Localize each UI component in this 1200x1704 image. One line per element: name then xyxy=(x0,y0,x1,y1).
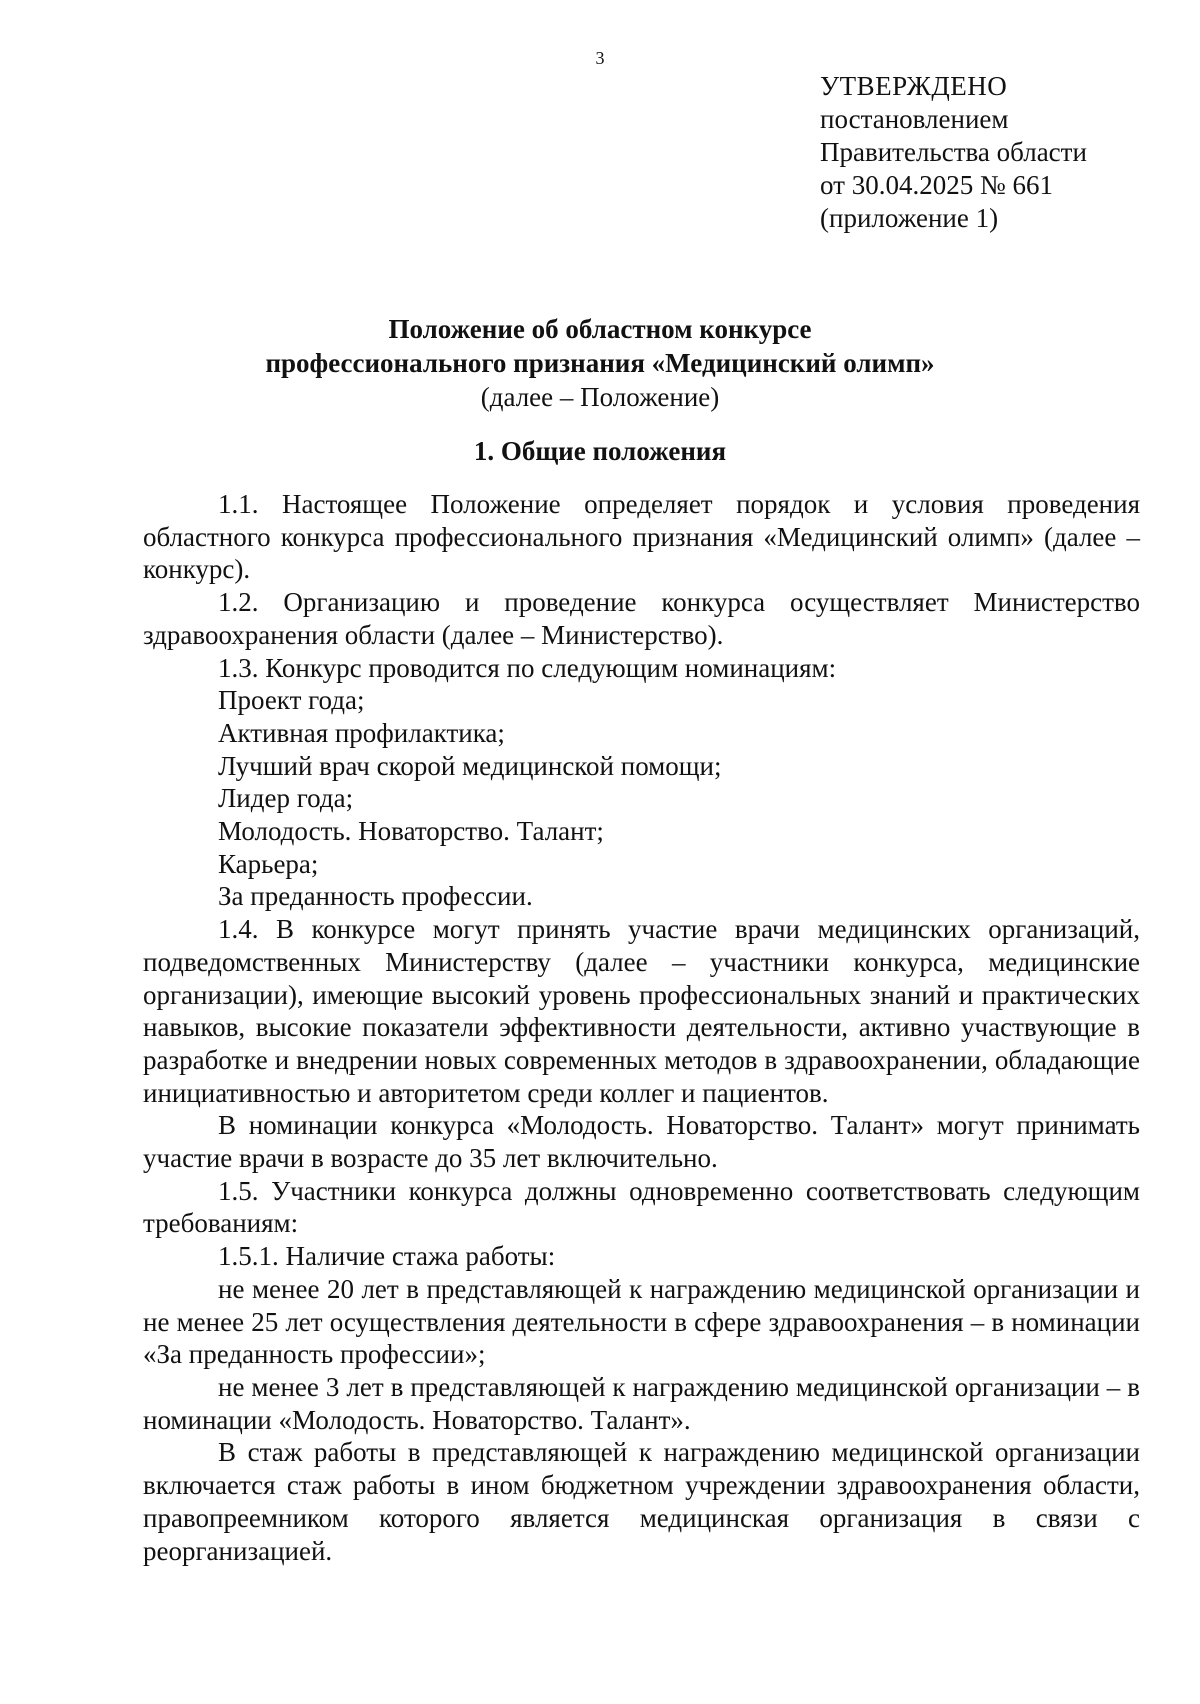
title-line-1: Положение об областном конкурсе xyxy=(388,314,812,344)
paragraph-1-3: 1.3. Конкурс проводится по следующим номинациям: xyxy=(218,652,837,683)
section-body xyxy=(143,488,1140,1567)
nomination-item: За преданность профессии. xyxy=(218,881,533,912)
nomination-item: Активная профилактика; xyxy=(218,717,505,748)
approval-block xyxy=(820,70,1180,235)
approval-stamp: УТВЕРЖДЕНО xyxy=(820,71,1008,101)
section-heading: 1. Общие положения xyxy=(473,436,727,466)
paragraph-1-5-1-b: не менее 3 лет в представляющей к награждению медицинской организации – в номинации «Молодость. Новаторство. Талант». xyxy=(143,1371,1140,1435)
paragraph-1-2: 1.2. Организацию и проведение конкурса осуществляет Министерство здравоохранения области (далее – Министерство). xyxy=(143,587,1140,650)
approval-line-3: от 30.04.2025 № 661 xyxy=(820,170,1053,200)
nomination-item: Карьера; xyxy=(218,848,319,879)
approval-line-2: Правительства области xyxy=(820,137,1087,167)
nomination-item: Молодость. Новаторство. Талант; xyxy=(218,816,604,847)
paragraph-1-5: 1.5. Участники конкурса должны одновременно соответствовать следующим требованиям: xyxy=(143,1175,1140,1239)
paragraph-1-1: 1.1. Настоящее Положение определяет порядок и условия проведения областного конкурса профессионального признания «Медицинский олимп» (далее – конкурс). xyxy=(143,489,1140,585)
paragraph-1-4-age: В номинации конкурса «Молодость. Новаторство. Талант» могут принимать участие врачи в возрасте до 35 лет включительно. xyxy=(143,1110,1140,1174)
paragraph-1-5-1: 1.5.1. Наличие стажа работы: xyxy=(218,1241,556,1272)
paragraph-1-5-1-a: не менее 20 лет в представляющей к награждению медицинской организации и не менее 25 лет осуществления деятельности в сфере здравоохранения – в номинации «За преданность профессии»; xyxy=(143,1273,1140,1370)
nomination-item: Лидер года; xyxy=(218,783,354,814)
paragraph-1-4: 1.4. В конкурсе могут принять участие врачи медицинских организаций, подведомственных Министерству (далее – участники конкурса, медицинские организации), имеющие высокий уровень профессиональных знаний и практических навыков, высокие показатели эффективности деятельности, активно участвующие в разработке и внедрении новых современных методов в здравоохранении, обладающие инициативностью и авторитетом среди коллег и пациентов. xyxy=(143,914,1140,1108)
nomination-item: Проект года; xyxy=(218,685,365,716)
title-line-3: (далее – Положение) xyxy=(480,382,720,412)
paragraph-1-5-1-c: В стаж работы в представляющей к награждению медицинской организации включается стаж работы в ином бюджетном учреждении здравоохранения области, правопреемником которого является медицинская организация в связи с реорганизацией. xyxy=(143,1437,1140,1566)
document-title xyxy=(0,312,1200,414)
nomination-item: Лучший врач скорой медицинской помощи; xyxy=(218,750,722,781)
approval-line-4: (приложение 1) xyxy=(820,203,999,233)
title-line-2: профессионального признания «Медицинский олимп» xyxy=(265,348,935,378)
page-number: 3 xyxy=(595,48,605,68)
approval-line-1: постановлением xyxy=(820,104,1009,134)
